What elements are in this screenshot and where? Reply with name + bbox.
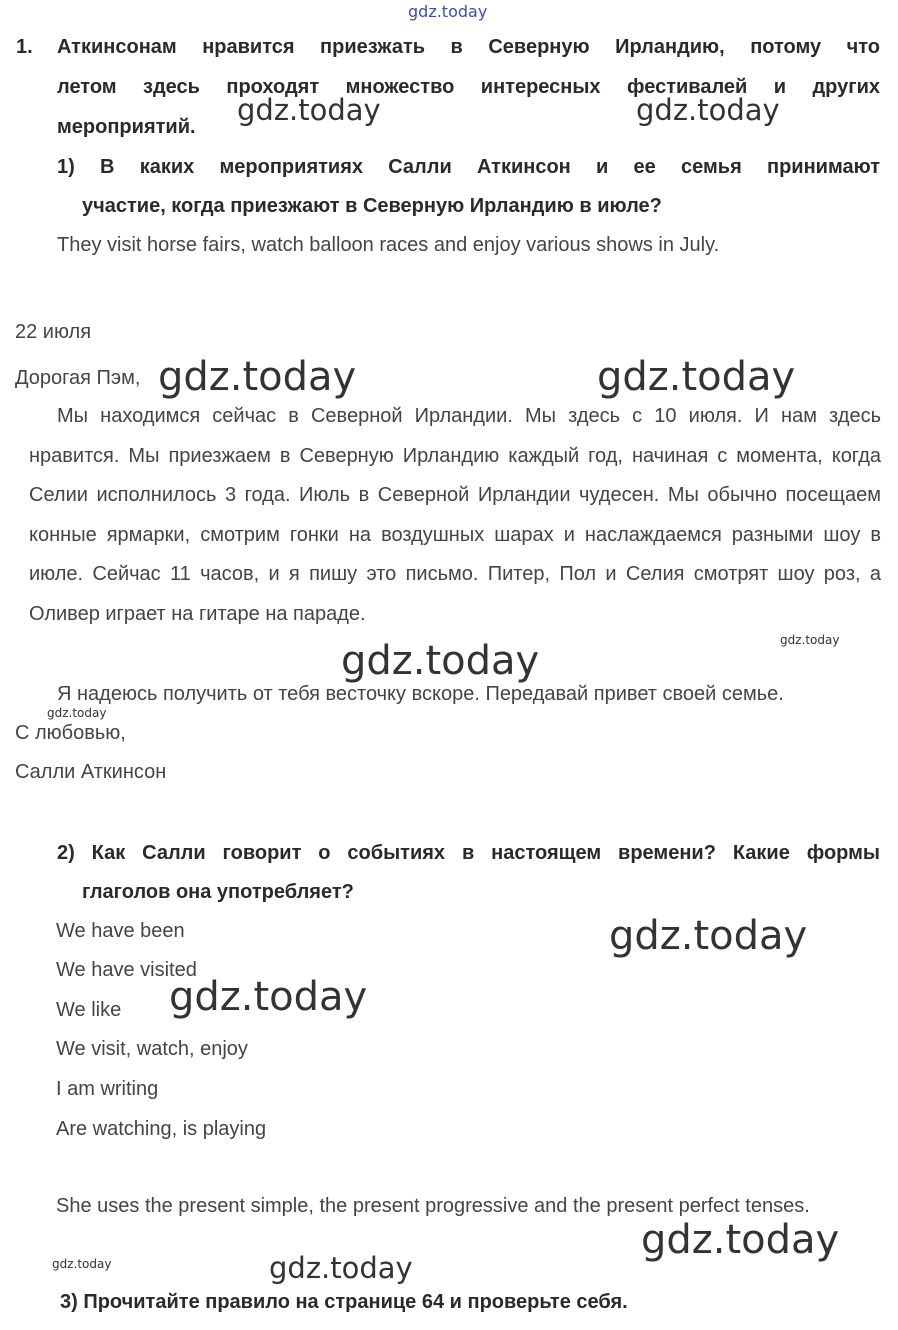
letter-body: Мы находимся сейчас в Северной Ирландии. Мы здесь с 10 июля. И нам здесь нравится. Мы приезжаем в Северную Ирландию каждый год, начиная с момента, когда Селии исполнилось 3 года. Июль в Северной Ирландии чудесен. Мы обычно посещаем конные ярмарки, смотрим гонки на воздушных шарах и наслаждаемся разными шоу в июле. Сейчас 11 часов, и я пишу это письмо. Питер, Пол и Селия смотрят шоу роз, а Оливер играет на гитаре на параде. [29,405,881,625]
question-1-line-2: участие, когда приезжают в Северную Ирландию в июле? [82,195,662,217]
question-2-line-1: 2) Как Салли говорит о событиях в настоящем времени? Какие формы [57,842,880,864]
watermark: gdz.today [237,93,381,127]
watermark: gdz.today [636,93,780,127]
answer-item: I am writing [56,1078,159,1100]
question-2-summary: She uses the present simple, the present progressive and the present perfect tenses. [56,1195,810,1217]
answer-item: We have visited [56,959,197,981]
watermark: gdz.today [52,1257,112,1271]
answer-item: We have been [56,920,185,942]
watermark: gdz.today [169,974,368,1020]
answer-item: We like [56,999,122,1021]
question-1-answer: They visit horse fairs, watch balloon races and enjoy various shows in July. [57,234,720,256]
letter-greeting: Дорогая Пэм, [15,367,141,389]
watermark: gdz.today [597,354,796,400]
task-line-2: летом здесь проходят множество интересных фестивалей и других [57,76,880,98]
watermark: gdz.today [780,633,840,647]
answer-item: Are watching, is playing [56,1118,267,1140]
question-2-line-2: глаголов она употребляет? [82,881,354,903]
answer-item: We visit, watch, enjoy [56,1038,248,1060]
watermark: gdz.today [47,706,107,720]
watermark: gdz.today [641,1217,840,1263]
letter-date: 22 июля [15,321,92,343]
task-number: 1. [16,36,33,58]
question-1-line-1: 1) В каких мероприятиях Салли Аткинсон и ее семья принимают [57,156,880,178]
task-line-3: мероприятий. [57,116,196,138]
watermark: gdz.today [269,1251,413,1285]
watermark-top: gdz.today [408,2,488,21]
question-3-line: 3) Прочитайте правило на странице 64 и проверьте себя. [60,1291,628,1313]
letter-closing-line: Я надеюсь получить от тебя весточку вскоре. Передавай привет своей семье. [57,683,784,705]
task-line-1: Аткинсонам нравится приезжать в Северную Ирландию, потому что [57,36,880,58]
letter-signoff: С любовью, [15,722,126,744]
watermark: gdz.today [341,638,540,684]
letter-signature: Салли Аткинсон [15,761,167,783]
watermark: gdz.today [158,354,357,400]
watermark: gdz.today [609,913,808,959]
